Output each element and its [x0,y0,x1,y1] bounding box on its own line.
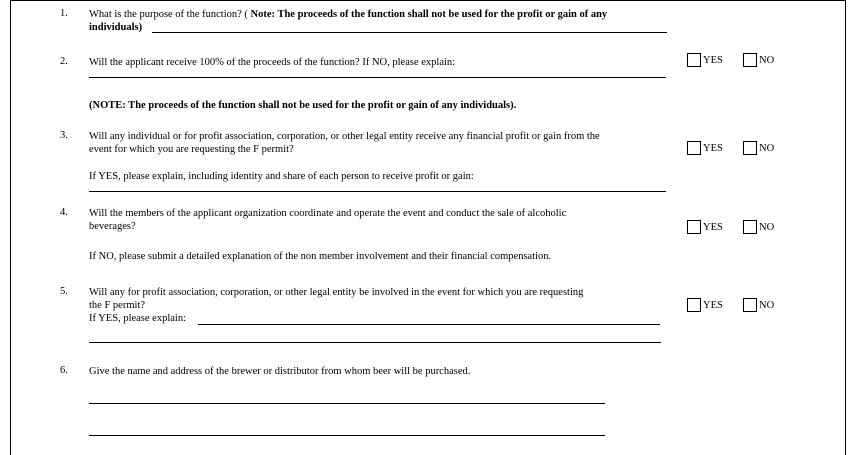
q6-answer-line-2[interactable] [89,435,605,436]
form-border-left [10,0,11,455]
q3-yes-option[interactable] [687,141,723,155]
q4-yes-label: YES [703,221,723,233]
q1-number: 1. [60,8,68,19]
q5-no-checkbox[interactable] [743,298,757,312]
q5-yes-checkbox[interactable] [687,298,701,312]
q5-yes-label: YES [703,299,723,311]
q5-yes-option[interactable] [687,298,723,312]
q2-no-checkbox[interactable] [743,53,757,67]
q2-answer-line[interactable] [89,77,666,78]
q3-answer-line[interactable] [89,191,666,192]
q4-yes-checkbox[interactable] [687,220,701,234]
q2-yes-label: YES [703,54,723,66]
q4-prompt-line1: Will the members of the applicant organization coordinate and operate the event and conduct the sale of alcoholic [89,208,567,219]
q5-prompt-line1: Will any for profit association, corporation, or other legal entity be involved in the event for which you are requesting [89,287,584,298]
q4-no-label: NO [759,221,775,233]
q2-prompt: Will the applicant receive 100% of the proceeds of the function? If NO, please explain: [89,57,456,68]
q2-yes-option[interactable] [687,53,723,67]
q6-prompt: Give the name and address of the brewer or distributor from whom beer will be purchased. [89,366,471,377]
form-border-top [10,0,846,1]
q2-no-label: NO [759,54,775,66]
q4-number: 4. [60,207,68,218]
q3-number: 3. [60,130,68,141]
q1-prompt [89,8,607,21]
q2-yes-checkbox[interactable] [687,53,701,67]
q4-followup: If NO, please submit a detailed explanation of the non member involvement and their financial compensation. [89,251,552,262]
q3-followup: If YES, please explain, including identity and share of each person to receive profit or gain: [89,171,474,182]
q2-number: 2. [60,56,68,67]
q5-prompt-line3: If YES, please explain: [89,313,186,324]
q5-number: 5. [60,286,68,297]
q1-prompt-line2: individuals) [89,22,143,33]
form-border-right [845,0,846,455]
q3-no-option[interactable] [743,141,774,155]
q1-prompt-text: What is the purpose of the function? ( [89,9,248,20]
q3-no-label: NO [759,142,775,154]
q4-no-checkbox[interactable] [743,220,757,234]
q3-yes-label: YES [703,142,723,154]
q2-no-option[interactable] [743,53,774,67]
q3-prompt-line1: Will any individual or for profit association, corporation, or other legal entity receive any financial profit or gain from the [89,131,600,142]
q4-no-option[interactable] [743,220,774,234]
q4-yes-option[interactable] [687,220,723,234]
q1-note: Note: The proceeds of the function shall not be used for the profit or gain of any [247,9,608,20]
q3-yes-checkbox[interactable] [687,141,701,155]
q5-answer-line-1[interactable] [198,324,660,325]
proceeds-note: (NOTE: The proceeds of the function shall not be used for the profit or gain of any individuals). [89,100,517,111]
q5-answer-line-2[interactable] [89,342,661,343]
q1-answer-line[interactable] [152,32,667,33]
q5-no-label: NO [759,299,775,311]
q4-prompt-line2: beverages? [89,221,136,232]
q3-no-checkbox[interactable] [743,141,757,155]
q5-prompt-line2: the F permit? [89,300,145,311]
q6-answer-line-1[interactable] [89,403,605,404]
q6-number: 6. [60,365,68,376]
q5-no-option[interactable] [743,298,774,312]
q3-prompt-line2: event for which you are requesting the F permit? [89,144,294,155]
